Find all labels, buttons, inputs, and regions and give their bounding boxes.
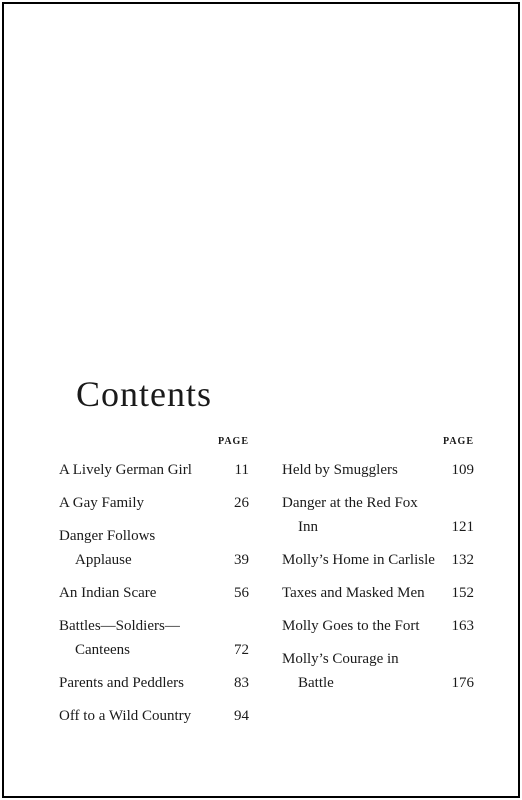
toc-entry-page: 109 (451, 462, 474, 478)
toc-entry[interactable] (282, 491, 474, 539)
toc-entry[interactable] (59, 671, 249, 695)
toc-entry[interactable] (59, 614, 249, 662)
toc-entry-page: 11 (234, 462, 249, 478)
toc-entry-page: 39 (234, 552, 249, 568)
toc-entry-title-continued: Canteens (75, 642, 130, 658)
toc-entry-page: 26 (234, 495, 249, 511)
toc-entry[interactable] (282, 581, 474, 605)
toc-entry-page: 176 (451, 675, 474, 691)
toc-entry-title-continued: Inn (298, 519, 318, 535)
toc-entry-title: A Lively German Girl (59, 462, 192, 478)
toc-entry-page: 132 (451, 552, 474, 568)
page-column-header: PAGE (217, 436, 249, 447)
toc-entry-title: Molly’s Home in Carlisle (282, 552, 435, 568)
toc-entry-page: 152 (451, 585, 474, 601)
toc-entry-page: 56 (234, 585, 249, 601)
toc-entry-page: 83 (234, 675, 249, 691)
toc-entry-title: Molly Goes to the Fort (282, 618, 420, 634)
page-title: Contents (76, 374, 213, 414)
toc-entry-title: Molly’s Courage in (282, 651, 399, 667)
toc-entry-title: Off to a Wild Country (59, 708, 192, 724)
toc-entry-page: 94 (234, 708, 249, 724)
toc-entry-title: A Gay Family (59, 495, 144, 511)
toc-entry[interactable] (59, 524, 249, 572)
toc-entry[interactable] (59, 458, 249, 482)
toc-entry[interactable] (59, 491, 249, 515)
toc-entry-page: 72 (234, 642, 249, 658)
toc-entry[interactable] (282, 548, 474, 572)
toc-entry-title-continued: Applause (75, 552, 132, 568)
contents-left-column (59, 434, 249, 728)
toc-entry-page: 163 (451, 618, 474, 634)
toc-entry-title: An Indian Scare (59, 585, 157, 601)
toc-entry-title-continued: Battle (298, 675, 334, 691)
page-column-header: PAGE (442, 436, 474, 447)
toc-entry-title: Danger Follows (59, 528, 156, 544)
toc-entry[interactable] (282, 614, 474, 638)
toc-entry-title: Taxes and Masked Men (282, 585, 425, 601)
toc-entry-title: Battles—Soldiers— (59, 618, 180, 634)
toc-entry-title: Danger at the Red Fox (282, 495, 418, 511)
contents-right-column (282, 434, 474, 695)
toc-entry-title: Held by Smugglers (282, 462, 398, 478)
toc-entry-page: 121 (451, 519, 474, 535)
toc-entry[interactable] (59, 704, 249, 728)
toc-entry[interactable] (282, 647, 474, 695)
toc-entry[interactable] (282, 458, 474, 482)
toc-entry-title: Parents and Peddlers (59, 675, 184, 691)
toc-entry[interactable] (59, 581, 249, 605)
